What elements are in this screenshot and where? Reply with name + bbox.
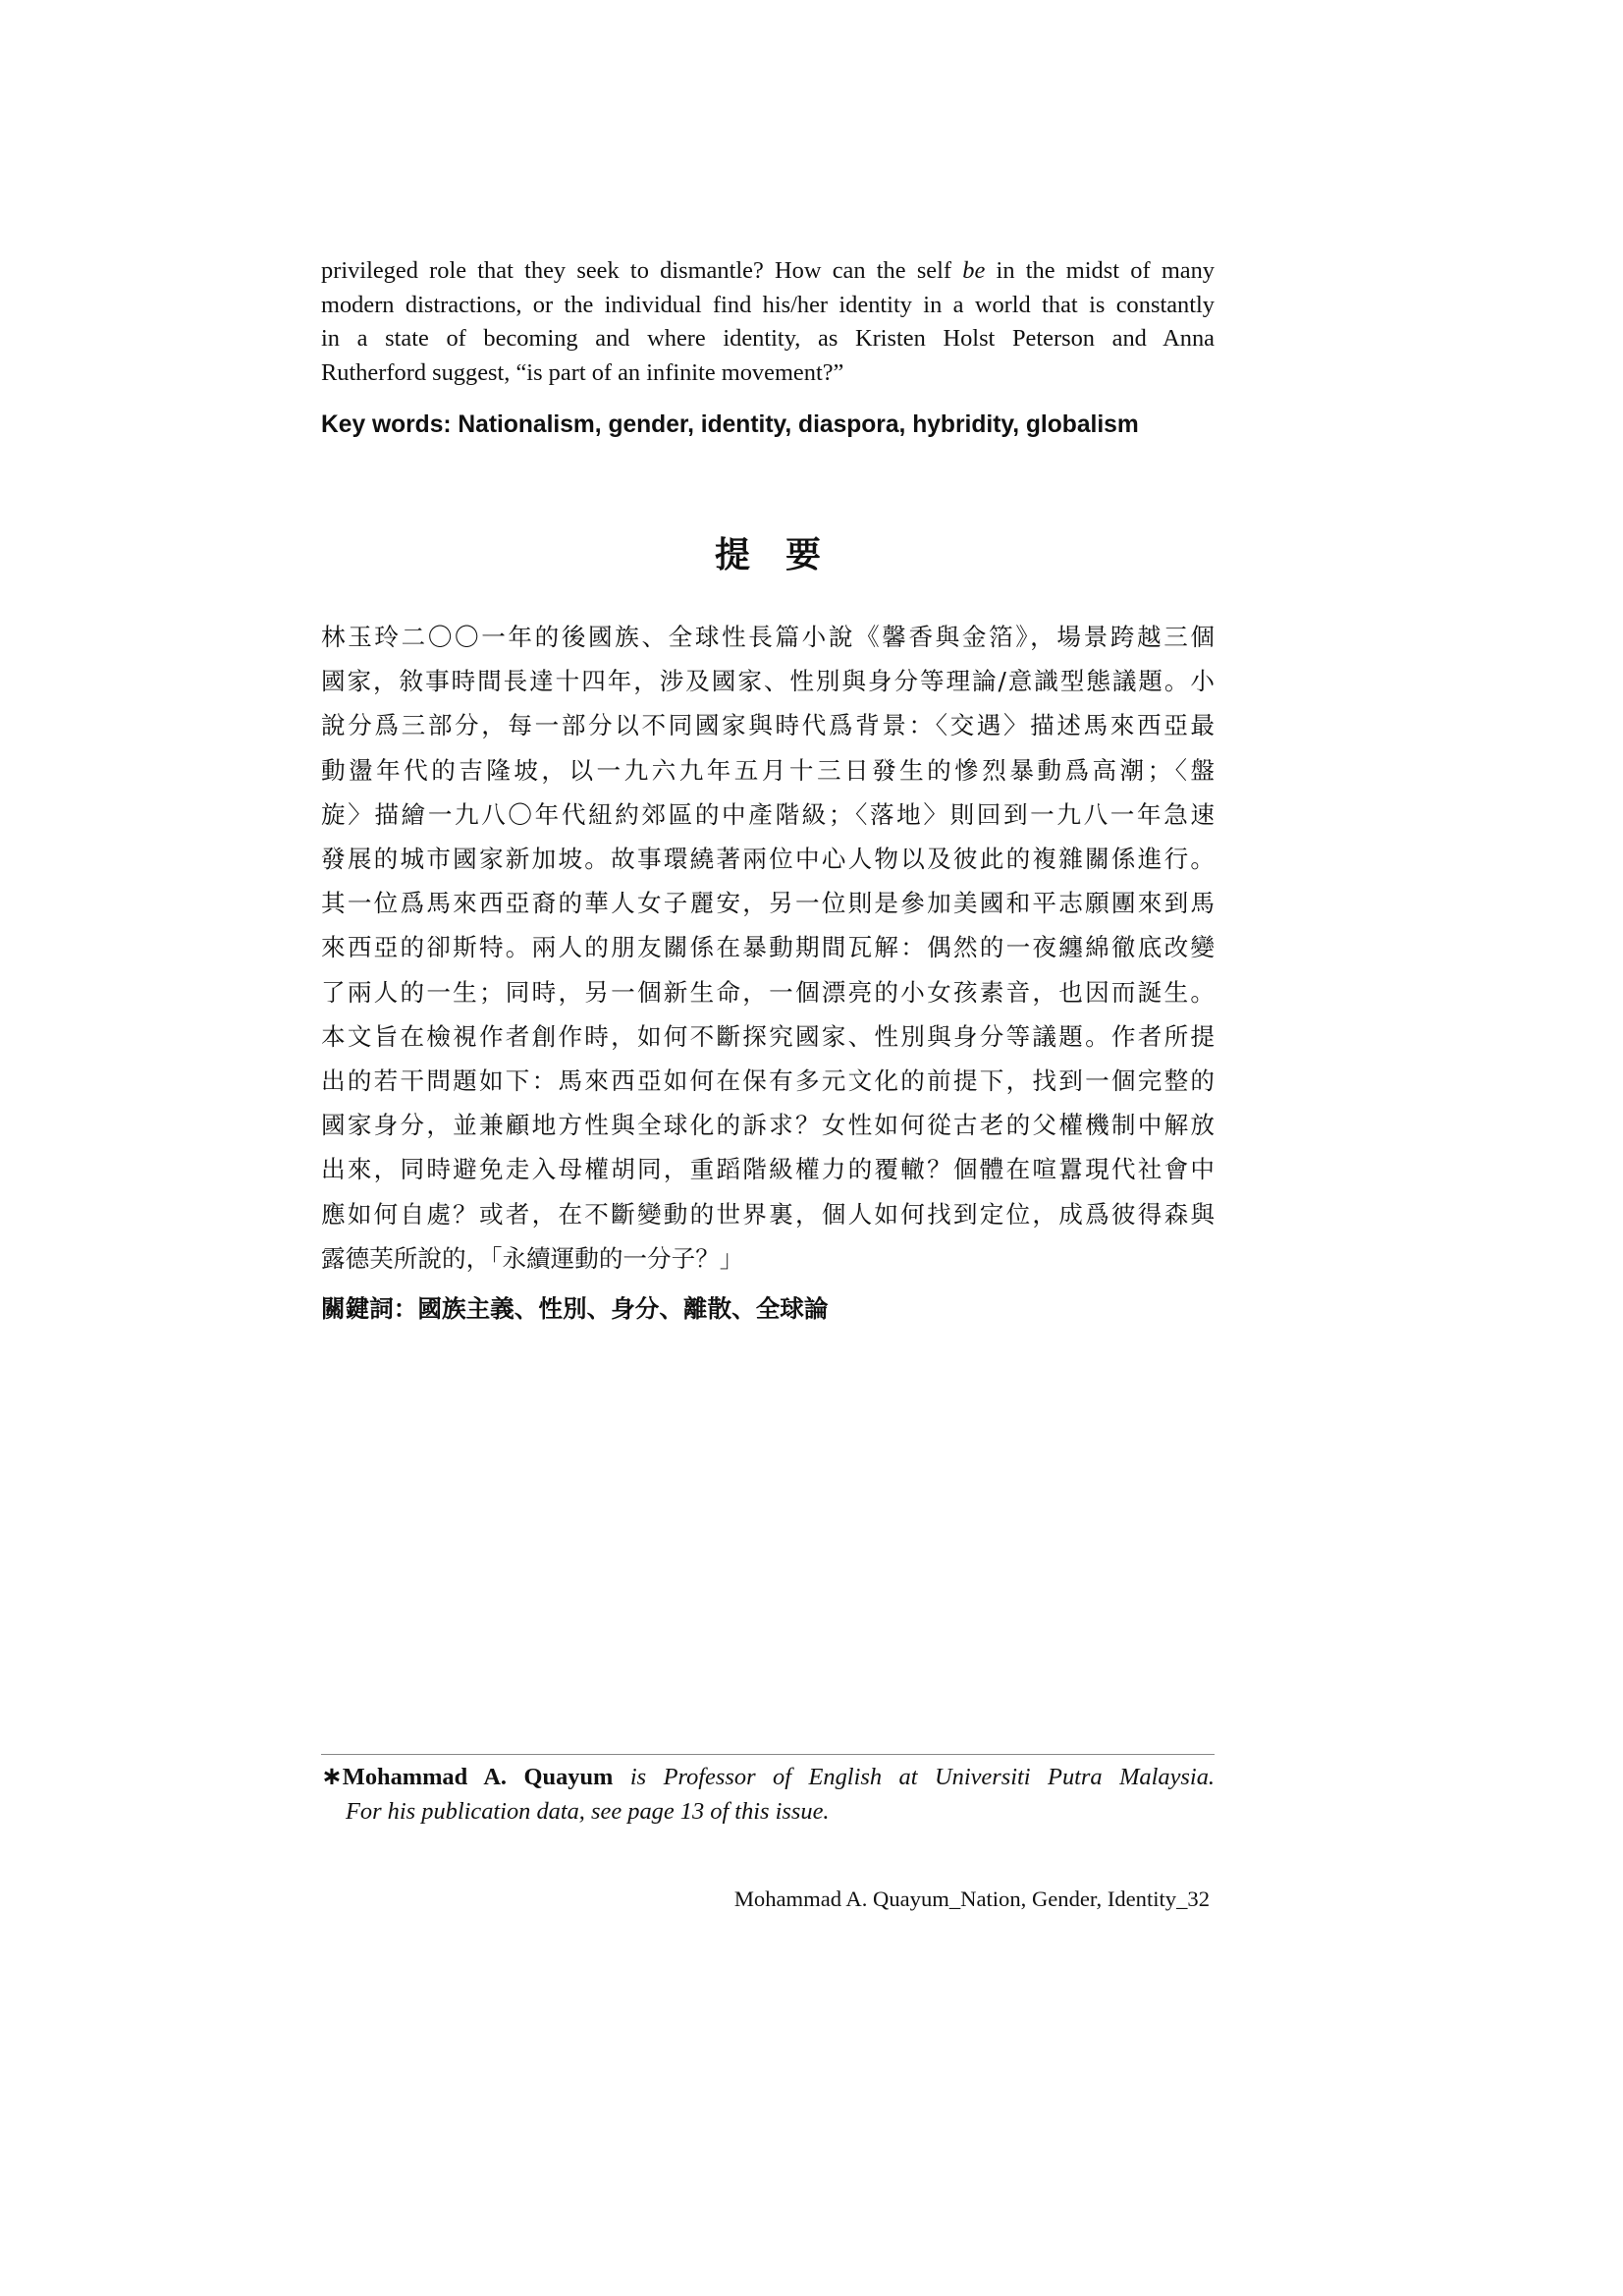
footnote-author: Mohammad A. Quayum xyxy=(342,1764,614,1790)
abstract-line: 出的若干問題如下：馬來西亞如何在保有多元文化的前提下，找到一個完整的 xyxy=(321,1066,1215,1096)
abstract-line: modern distractions, or the individual find his/her identity in a world that is constantly xyxy=(321,291,1215,318)
footnote-line: For his publication data, see page 13 of this issue. xyxy=(346,1798,830,1825)
chinese-abstract xyxy=(321,615,1215,1281)
abstract-line: 來西亞的卻斯特。兩人的朋友關係在暴動期間瓦解：偶然的一夜纏綿徹底改變 xyxy=(321,933,1215,962)
footnote-marker: ∗ xyxy=(321,1762,343,1791)
footnote-line xyxy=(321,1760,1215,1794)
abstract-line: 應如何自處？或者，在不斷變動的世界裏，個人如何找到定位，成爲彼得森與 xyxy=(321,1199,1215,1229)
abstract-line: Rutherford suggest, “is part of an infinite movement?” xyxy=(321,358,844,386)
chinese-abstract-heading: 提要 xyxy=(714,534,856,575)
abstract-line: 出來，同時避免走入母權胡同，重蹈階級權力的覆轍？個體在喧囂現代社會中 xyxy=(321,1155,1215,1184)
abstract-line: 發展的城市國家新加坡。故事環繞著兩位中心人物以及彼此的複雜關係進行。 xyxy=(321,845,1215,874)
abstract-line: 國家身分，並兼顧地方性與全球化的訴求？女性如何從古老的父權機制中解放 xyxy=(321,1111,1215,1140)
running-footer: Mohammad A. Quayum_Nation, Gender, Identity_32 xyxy=(733,1886,1210,1911)
english-abstract xyxy=(321,254,1215,390)
abstract-line: 其一位爲馬來西亞裔的華人女子麗安，另一位則是參加美國和平志願團來到馬 xyxy=(321,889,1215,918)
abstract-line: 動盪年代的吉隆坡，以一九六九年五月十三日發生的慘烈暴動爲高潮；〈盤 xyxy=(321,755,1215,785)
abstract-line: 本文旨在檢視作者創作時，如何不斷探究國家、性別與身分等議題。作者所提 xyxy=(321,1021,1215,1051)
footnote-divider xyxy=(321,1754,1215,1755)
emphasis-word: be xyxy=(962,257,986,284)
abstract-line: 國家，敘事時間長達十四年，涉及國家、性別與身分等理論/意識型態議題。小 xyxy=(321,667,1215,696)
abstract-line: in a state of becoming and where identity, as Kristen Holst Peterson and Anna xyxy=(321,325,1215,352)
abstract-line: 露德芙所說的，「永續運動的一分子？」 xyxy=(321,1243,744,1273)
abstract-line: 旋〉描繪一九八〇年代紐約郊區的中產階級；〈落地〉則回到一九八一年急速 xyxy=(321,799,1215,829)
abstract-line: 說分爲三部分，每一部分以不同國家與時代爲背景：〈交遇〉描述馬來西亞最 xyxy=(321,711,1215,740)
english-keywords: Key words: Nationalism, gender, identity, diaspora, hybridity, globalism xyxy=(321,411,1139,438)
chinese-keywords: 關鍵詞：國族主義、性別、身分、離散、全球論 xyxy=(321,1294,829,1323)
author-footnote xyxy=(321,1760,1215,1829)
abstract-line: 了兩人的一生；同時，另一個新生命，一個漂亮的小女孩素音，也因而誕生。 xyxy=(321,977,1215,1007)
abstract-line: privileged role that they seek to dismantle? How can the self be in the midst of many xyxy=(321,257,1216,284)
footnote-description: is Professor of English at Universiti Putra Malaysia. xyxy=(613,1764,1215,1790)
abstract-line: 林玉玲二〇〇一年的後國族、全球性長篇小說《馨香與金箔》，場景跨越三個 xyxy=(321,623,1215,651)
